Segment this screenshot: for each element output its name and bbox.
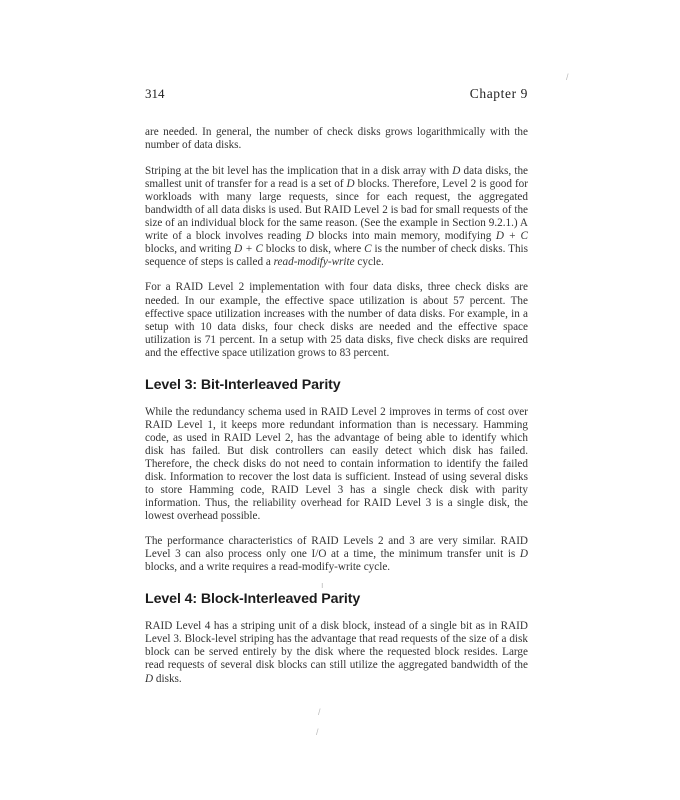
- paragraph-bit-striping: Striping at the bit level has the implication that in a disk array with D data disks, the smallest unit of transfer for a read is a set of D blocks. Therefore, Level 2 is good for workloads with many large requests, since for each request, the aggregated bandwidth of all data disks is used. But RAID Level 2 is bad for small requests of the size of an individual block for the same reason. (See the example in Section 9.2.1.) A write of a block involves reading D blocks into main memory, modifying D + C blocks, and writing D + C blocks to disk, where C is the number of check disks. This sequence of steps is called a read-modify-write cycle.: [145, 165, 529, 269]
- math-expression: D + C: [495, 230, 528, 243]
- scan-mark: /: [318, 707, 321, 717]
- paragraph-level4-striping: RAID Level 4 has a striping unit of a disk block, instead of a single bit as in RAID Level 3. Block-level striping has the advantage that read requests of the size of a disk block can be served entirely by the disk where the requested block resides. Large read requests of several disk blocks can still utilize the aggregated bandwidth of the D disks.: [145, 620, 528, 685]
- heading-level-3: Level 3: Bit-Interleaved Parity: [145, 376, 341, 393]
- page-number: 314: [145, 86, 165, 101]
- math-variable: D: [452, 165, 461, 178]
- heading-level-4: Level 4: Block-Interleaved Parity: [145, 591, 361, 608]
- math-variable: D: [346, 178, 355, 191]
- math-variable: C: [364, 243, 372, 256]
- body-text: [145, 126, 528, 698]
- math-variable: D: [519, 548, 528, 561]
- chapter-label: Chapter 9: [469, 86, 528, 101]
- math-expression: D + C: [234, 243, 264, 256]
- paragraph-level3-performance: The performance characteristics of RAID Levels 2 and 3 are very similar. RAID Level 3 can also process only one I/O at a time, the minimum transfer unit is D blocks, and a write requires a read-modify-write cycle.: [145, 535, 528, 574]
- term-read-modify-write: read-modify-write: [273, 256, 355, 269]
- paragraph-check-disks: are needed. In general, the number of check disks grows logarithmically with the number of data disks.: [145, 126, 528, 152]
- scan-mark: /: [316, 727, 319, 737]
- math-variable: D: [145, 672, 154, 685]
- math-variable: D: [305, 230, 314, 243]
- scan-mark: /: [566, 72, 569, 82]
- running-head: [145, 86, 528, 106]
- scan-mark: ı: [321, 580, 324, 590]
- paragraph-level3-redundancy: While the redundancy schema used in RAID Level 2 improves in terms of cost over RAID Level 1, it keeps more redundant information than is necessary. Hamming code, as used in RAID Level 2, has the advantage of being able to identify which disk has failed. But disk controllers can easily detect which disk has failed. Therefore, the check disks do not need to contain information to identify the failed disk. Information to recover the lost data is sufficient. Instead of using several disks to store Hamming code, RAID Level 3 has a single check disk with parity information. Thus, the reliability overhead for RAID Level 3 is a single disk, the lowest overhead possible.: [145, 405, 528, 523]
- paragraph-space-utilization: For a RAID Level 2 implementation with four data disks, three check disks are needed. In our example, the effective space utilization is about 57 percent. The effective space utilization increases with the number of data disks. For example, in a setup with 10 data disks, four check disks are needed and the effective space utilization is 71 percent. In a setup with 25 data disks, five check disks are required and the effective space utilization grows to 83 percent.: [145, 281, 528, 359]
